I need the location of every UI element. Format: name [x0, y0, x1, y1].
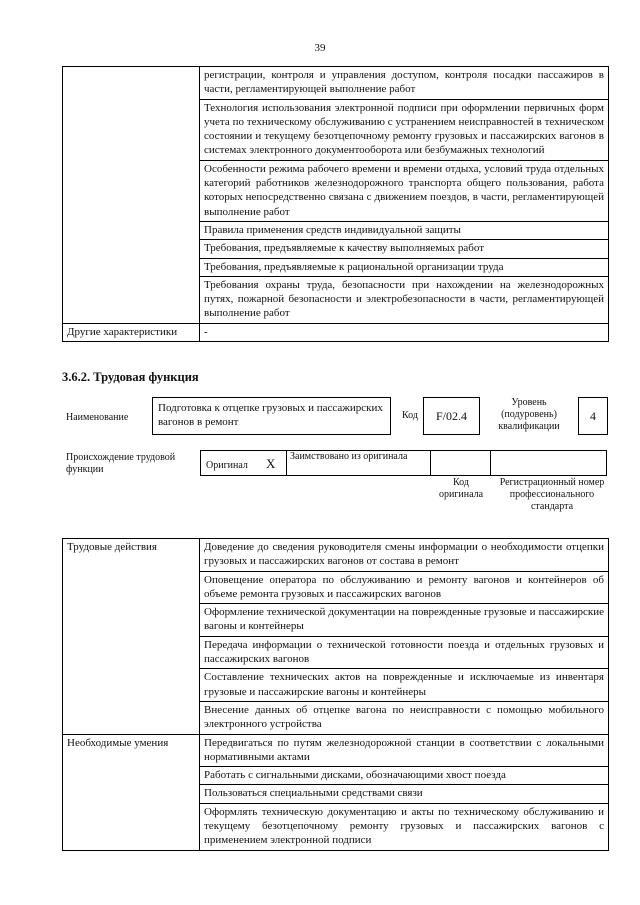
row-label: Другие характеристики	[63, 323, 200, 341]
row-label-empty	[63, 67, 200, 324]
table-row	[63, 734, 609, 767]
name-value: Подготовка к отцепке грузовых и пассажирских вагонов в ремонт	[158, 402, 383, 428]
table-cell: Правила применения средств индивидуальной защиты	[200, 221, 609, 239]
table-cell: Передвигаться по путям железнодорожной станции в соответствии с локальными нормативными актами	[200, 734, 609, 767]
group-label-actions: Трудовые действия	[63, 539, 200, 735]
knowledge-table-continued	[62, 66, 609, 342]
table-cell: Работать с сигнальными дисками, обозначающими хвост поезда	[200, 767, 609, 785]
table-cell: Внесение данных об отцепке вагона по неисправности с помощью мобильного электронного устройства	[200, 701, 609, 734]
reg-number-caption: Регистрационный номер профессионального стандарта	[499, 477, 605, 512]
group-label-skills: Необходимые умения	[63, 734, 200, 850]
table-cell: -	[200, 323, 609, 341]
table-row	[63, 67, 609, 100]
origin-label: Происхождение трудовой функции	[66, 452, 176, 475]
name-label: Наименование	[66, 412, 129, 423]
divider	[286, 451, 287, 475]
name-value-box	[152, 397, 391, 435]
table-cell: Передача информации о технической готовности поезда и отдельных грузовых и пассажирских вагонов	[200, 636, 609, 669]
table-cell: Особенности режима рабочего времени и времени отдыха, условий труда отдельных категорий работников железнодорожного транспорта общего пользования, работа которых непосредственно связана с движением поездов, в части, регламентирующей выполнение работ	[200, 160, 609, 221]
borrowed-label: Заимствовано из оригинала	[290, 451, 408, 462]
table-cell: Требования, предъявляемые к рациональной организации труда	[200, 258, 609, 276]
section-heading: 3.6.2. Трудовая функция	[62, 370, 199, 384]
table-row	[63, 323, 609, 341]
divider	[430, 451, 431, 475]
code-label: Код	[402, 410, 418, 421]
table-cell: Оповещение оператора по обслуживанию и ремонту вагонов и контейнеров об объеме ремонта грузовых и пассажирских вагонов	[200, 571, 609, 604]
level-value: 4	[590, 409, 596, 423]
divider	[490, 451, 491, 475]
table-cell: Технология использования электронной подписи при оформлении первичных форм учета по техническому обслуживанию с устранением неисправностей в техническом состоянии и текущему безотцепочному ремонту грузовых и пассажирских вагонов в системах электронного документооборота или безбумажных технологий	[200, 99, 609, 160]
table-cell: Требования охраны труда, безопасности при нахождении на железнодорожных путях, пожарной безопасности и электробезопасности в части, регламентирующей выполнение работ	[200, 276, 609, 323]
table-row	[63, 539, 609, 572]
code-value: F/02.4	[435, 409, 467, 423]
original-label: Оригинал	[206, 460, 248, 471]
table-cell: Оформлять техническую документацию и акты по техническому обслуживанию и текущему безотцепочному ремонту грузовых и пассажирских вагонов с применением электронной подписи	[200, 803, 609, 850]
table-cell: Пользоваться специальными средствами связи	[200, 785, 609, 803]
table-cell: Составление технических актов на поврежденные и исключаемые из инвентаря грузовые и пассажирские вагоны и контейнеры	[200, 669, 609, 702]
original-mark: X	[266, 456, 276, 471]
level-value-box	[578, 397, 608, 435]
labor-function-table	[62, 538, 609, 851]
origin-code-caption: Код оригинала	[438, 477, 484, 500]
table-cell: Оформление технической документации на поврежденные грузовые и пассажирские вагоны и контейнеры	[200, 604, 609, 637]
table-cell: регистрации, контроля и управления доступом, контроля посадки пассажиров в части, регламентирующей выполнение работ	[200, 67, 609, 100]
table-cell: Требования, предъявляемые к качеству выполняемых работ	[200, 240, 609, 258]
page-number: 39	[314, 42, 326, 54]
table-cell: Доведение до сведения руководителя смены информации о необходимости отцепки грузовых и пассажирских вагонов от состава в ремонт	[200, 539, 609, 572]
code-value-box	[423, 397, 480, 435]
level-label: Уровень (подуровень) квалификации	[498, 397, 560, 432]
